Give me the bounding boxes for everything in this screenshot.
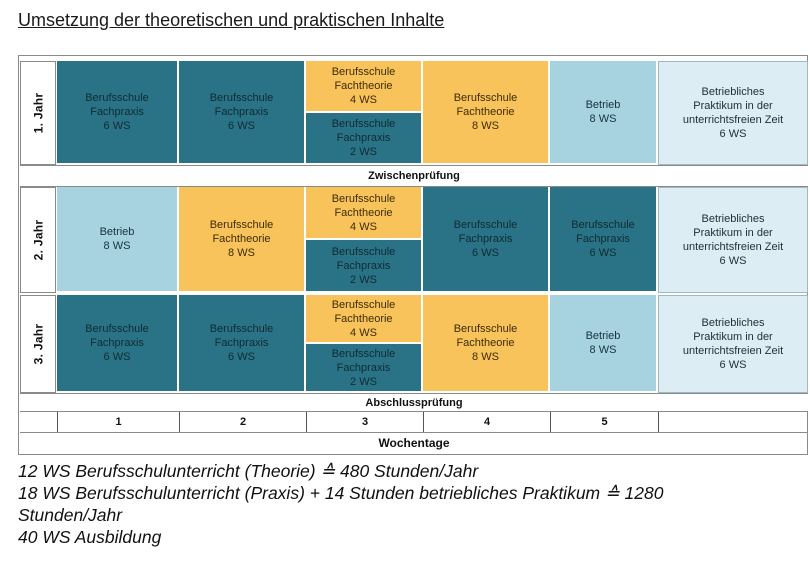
cell-y1-praktikum: Betriebliches Praktikum in der unterrichtsfreien Zeit 6 WS (658, 61, 808, 165)
cell-y2-praktikum: Betriebliches Praktikum in der unterrichtsfreien Zeit 6 WS (658, 187, 808, 293)
cell-y2-day5: Berufsschule Fachpraxis 6 WS (550, 187, 658, 293)
cell-y3-day2: Berufsschule Fachpraxis 6 WS (179, 295, 306, 393)
footer-line-practice: 18 WS Berufsschulunterricht (Praxis) + 14 Stunden betriebliches Praktikum ≙ 1280 (18, 483, 664, 503)
cell-y2-day3-top: Berufsschule Fachtheorie 4 WS (306, 187, 423, 240)
weekday-4: 4 (423, 412, 550, 432)
cell-y3-praktikum: Betriebliches Praktikum in der unterrichtsfreien Zeit 6 WS (658, 295, 808, 393)
footer-line-theory: 12 WS Berufsschulunterricht (Theorie) ≙ 480 Stunden/Jahr (18, 461, 479, 481)
footer-notes (18, 460, 808, 548)
weekday-1: 1 (57, 412, 179, 432)
year-label-1: 1. Jahr (20, 61, 56, 165)
cell-y1-day4: Berufsschule Fachtheorie 8 WS (423, 61, 550, 165)
cell-y1-day5: Betrieb 8 WS (550, 61, 658, 165)
cell-y2-day1: Betrieb 8 WS (57, 187, 179, 293)
weekday-5: 5 (550, 412, 658, 432)
weekdays-label: Wochentage (20, 432, 808, 452)
cell-y3-day5: Betrieb 8 WS (550, 295, 658, 393)
page-title: Umsetzung der theoretischen und praktischen Inhalte (18, 10, 445, 30)
cell-y1-day1: Berufsschule Fachpraxis 6 WS (57, 61, 179, 165)
cell-y2-day4: Berufsschule Fachpraxis 6 WS (423, 187, 550, 293)
cell-y3-day3-bottom: Berufsschule Fachpraxis 2 WS (306, 344, 423, 393)
cell-y1-day3-bottom: Berufsschule Fachpraxis 2 WS (306, 113, 423, 165)
cell-y1-day3-top: Berufsschule Fachtheorie 4 WS (306, 61, 423, 113)
cell-y1-day2: Berufsschule Fachpraxis 6 WS (179, 61, 306, 165)
footer-line-total: 40 WS Ausbildung (18, 527, 162, 547)
weekday-2: 2 (179, 412, 306, 432)
footer-line-practice-cont: Stunden/Jahr (18, 505, 123, 525)
cell-y3-day1: Berufsschule Fachpraxis 6 WS (57, 295, 179, 393)
cell-y3-day4: Berufsschule Fachtheorie 8 WS (423, 295, 550, 393)
weekday-3: 3 (306, 412, 423, 432)
cell-y3-day3-top: Berufsschule Fachtheorie 4 WS (306, 295, 423, 344)
exam-abschlusspruefung: Abschlussprüfung (20, 393, 808, 412)
cell-y2-day3-bottom: Berufsschule Fachpraxis 2 WS (306, 240, 423, 293)
year-label-2: 2. Jahr (20, 187, 56, 293)
cell-y2-day2: Berufsschule Fachtheorie 8 WS (179, 187, 306, 293)
year-label-3: 3. Jahr (20, 295, 56, 393)
weekday-divider (658, 412, 659, 432)
exam-zwischenpruefung: Zwischenprüfung (20, 165, 808, 187)
